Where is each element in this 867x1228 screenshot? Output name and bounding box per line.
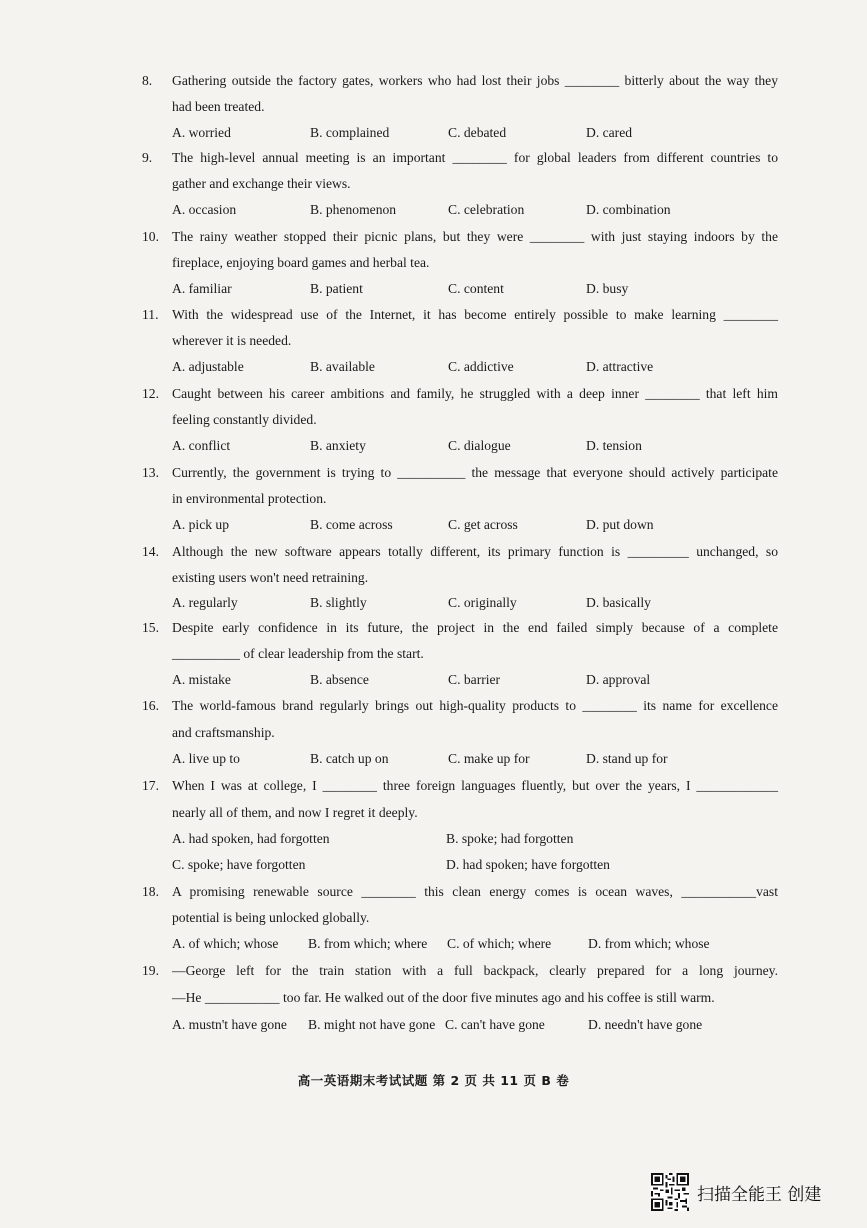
option-a[interactable]: A. adjustable: [172, 359, 244, 374]
question-stem-line: Currently, the government is trying to __________ the message that everyone should actively participate: [172, 465, 778, 480]
option-d[interactable]: D. stand up for: [586, 751, 668, 766]
question-number: 10.: [142, 229, 159, 244]
question-stem-line: had been treated.: [172, 99, 265, 114]
option-a[interactable]: A. conflict: [172, 438, 231, 453]
question-number: 19.: [142, 963, 159, 978]
option-d[interactable]: D. attractive: [586, 359, 654, 374]
option-d[interactable]: D. from which; whose: [588, 936, 710, 951]
option-b[interactable]: B. spoke; had forgotten: [446, 831, 574, 846]
option-b[interactable]: B. catch up on: [310, 751, 389, 766]
question-stem-line: Gathering outside the factory gates, workers who had lost their jobs ________ bitterly about the way they: [172, 73, 778, 88]
question-stem-line: gather and exchange their views.: [172, 176, 351, 191]
watermark-text: 扫描全能王 创建: [697, 1184, 822, 1205]
option-c[interactable]: C. spoke; have forgotten: [172, 857, 306, 872]
option-c[interactable]: C. can't have gone: [445, 1017, 545, 1032]
option-a[interactable]: A. live up to: [172, 751, 240, 766]
question-stem-line: Caught between his career ambitions and family, he struggled with a deep inner ________ that left him: [172, 386, 778, 401]
question-stem-line: in environmental protection.: [172, 491, 327, 506]
option-d[interactable]: D. had spoken; have forgotten: [446, 857, 610, 872]
question-stem-line: __________ of clear leadership from the start.: [172, 646, 424, 661]
option-b[interactable]: B. from which; where: [308, 936, 428, 951]
option-d[interactable]: D. approval: [586, 672, 651, 687]
option-a[interactable]: A. occasion: [172, 202, 237, 217]
page-footer: 高一英语期末考试试题 第 2 页 共 11 页 B 卷: [297, 1073, 570, 1088]
question-stem-line: The rainy weather stopped their picnic plans, but they were ________ with just staying indoors by the: [172, 229, 778, 244]
question-stem-line: When I was at college, I ________ three foreign languages fluently, but over the years, I ____________: [172, 778, 778, 793]
question-stem-line: The high-level annual meeting is an important ________ for global leaders from different countries to: [172, 150, 778, 165]
option-a[interactable]: A. had spoken, had forgotten: [172, 831, 330, 846]
option-c[interactable]: C. barrier: [448, 672, 501, 687]
question-stem-line: With the widespread use of the Internet, it has become entirely possible to make learning ________: [172, 307, 778, 322]
question-number: 13.: [142, 465, 159, 480]
option-a[interactable]: A. worried: [172, 125, 231, 140]
option-a[interactable]: A. regularly: [172, 595, 238, 610]
question-stem-line: Although the new software appears totally different, its primary function is _________ unchanged, so: [172, 544, 778, 559]
question-stem-line: and craftsmanship.: [172, 725, 275, 740]
option-b[interactable]: B. might not have gone: [308, 1017, 436, 1032]
question-stem-line: nearly all of them, and now I regret it deeply.: [172, 805, 418, 820]
option-a[interactable]: A. pick up: [172, 517, 230, 532]
option-c[interactable]: C. addictive: [448, 359, 514, 374]
option-c[interactable]: C. of which; where: [447, 936, 552, 951]
option-b[interactable]: B. slightly: [310, 595, 367, 610]
question-stem-line: Despite early confidence in its future, the project in the end failed simply because of a complete: [172, 620, 778, 635]
option-b[interactable]: B. complained: [310, 125, 390, 140]
qr-code-icon: [651, 1173, 689, 1211]
option-d[interactable]: D. needn't have gone: [588, 1017, 703, 1032]
question-stem-line: fireplace, enjoying board games and herbal tea.: [172, 255, 430, 270]
option-d[interactable]: D. cared: [586, 125, 633, 140]
option-c[interactable]: C. celebration: [448, 202, 525, 217]
option-d[interactable]: D. put down: [586, 517, 654, 532]
option-a[interactable]: A. mistake: [172, 672, 231, 687]
option-c[interactable]: C. make up for: [448, 751, 530, 766]
option-b[interactable]: B. come across: [310, 517, 393, 532]
question-stem-line: The world-famous brand regularly brings out high-quality products to ________ its name for excellence: [172, 698, 778, 713]
option-c[interactable]: C. content: [448, 281, 504, 296]
question-stem-line: —George left for the train station with a full backpack, clearly prepared for a long journey.: [172, 963, 778, 978]
question-number: 15.: [142, 620, 159, 635]
question-number: 12.: [142, 386, 159, 401]
option-d[interactable]: D. busy: [586, 281, 629, 296]
option-c[interactable]: C. get across: [448, 517, 518, 532]
question-number: 11.: [142, 307, 159, 322]
option-a[interactable]: A. of which; whose: [172, 936, 279, 951]
option-d[interactable]: D. tension: [586, 438, 642, 453]
option-a[interactable]: A. familiar: [172, 281, 232, 296]
question-number: 8.: [142, 73, 153, 88]
question-stem-line: wherever it is needed.: [172, 333, 292, 348]
question-number: 9.: [142, 150, 153, 165]
question-stem-line: A promising renewable source ________ this clean energy comes is ocean waves, ___________vast: [172, 884, 778, 899]
option-c[interactable]: C. originally: [448, 595, 517, 610]
question-number: 16.: [142, 698, 159, 713]
question-stem-line: feeling constantly divided.: [172, 412, 317, 427]
option-d[interactable]: D. basically: [586, 595, 651, 610]
option-c[interactable]: C. dialogue: [448, 438, 511, 453]
option-d[interactable]: D. combination: [586, 202, 671, 217]
question-stem-line: existing users won't need retraining.: [172, 570, 369, 585]
option-b[interactable]: B. available: [310, 359, 375, 374]
option-a[interactable]: A. mustn't have gone: [172, 1017, 287, 1032]
option-b[interactable]: B. absence: [310, 672, 369, 687]
option-b[interactable]: B. patient: [310, 281, 363, 296]
option-b[interactable]: B. phenomenon: [310, 202, 397, 217]
question-stem-line: —He ___________ too far. He walked out of the door five minutes ago and his coffee is still warm.: [172, 990, 715, 1005]
question-number: 14.: [142, 544, 159, 559]
option-b[interactable]: B. anxiety: [310, 438, 366, 453]
question-number: 18.: [142, 884, 159, 899]
scanner-watermark: [651, 1172, 821, 1212]
question-number: 17.: [142, 778, 159, 793]
question-stem-line: potential is being unlocked globally.: [172, 910, 370, 925]
option-c[interactable]: C. debated: [448, 125, 507, 140]
